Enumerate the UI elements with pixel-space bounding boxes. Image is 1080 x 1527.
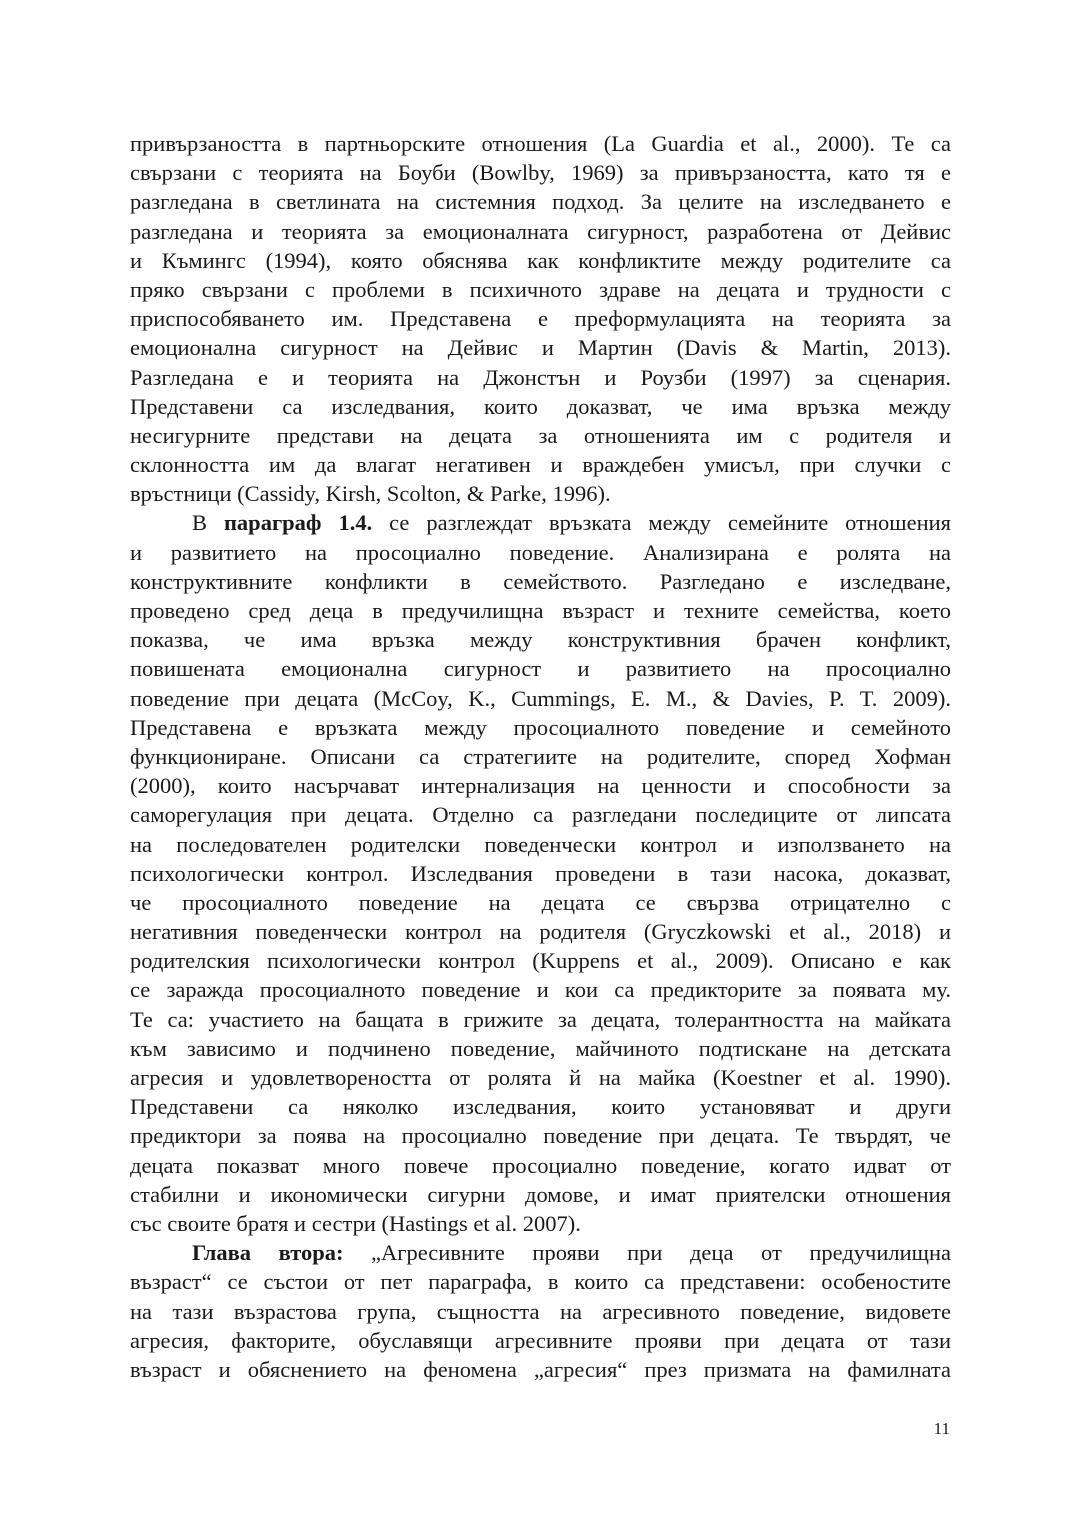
text-line: възраст“ се състои от пет параграфа, в които са представени: особеностите <box>130 1269 951 1295</box>
text-line: родителския психологически контрол (Kuppens et al., 2009). Описано е как <box>130 948 951 974</box>
text-line: разгледана и теорията за емоционалната сигурност, разработена от Дейвис <box>130 218 951 244</box>
text-line: Представени са изследвания, които доказват, че има връзка между <box>130 393 951 419</box>
paragraph-first-line <box>130 1238 951 1267</box>
text-line: към зависимо и подчинено поведение, майчиното подтискане на детската <box>130 1035 951 1061</box>
text-line: възраст и обяснението на феномена „агресия“ през призмата на фамилната <box>130 1356 951 1382</box>
text-line: предиктори за поява на просоциално поведение при децата. Те твърдят, че <box>130 1123 951 1149</box>
section-reference: параграф 1.4. <box>223 510 373 536</box>
paragraph-attachment-theories <box>130 129 951 508</box>
line-rest: се разглеждат връзката между семейните отношения <box>372 510 951 536</box>
text-line: саморегулация при децата. Отделно са разгледани последиците от липсата <box>130 802 951 828</box>
text-line: на тази възрастова група, същността на агресивното поведение, видовете <box>130 1298 951 1324</box>
text-line: Разгледана е и теорията на Джонстън и Роузби (1997) за сценария. <box>130 364 951 390</box>
page-number: 11 <box>933 1419 950 1438</box>
line-prefix: В <box>192 510 224 536</box>
text-line: проведено сред деца в предучилищна възраст и техните семейства, което <box>130 598 951 623</box>
text-line: пряко свързани с проблеми в психичното здраве на децата и трудности с <box>130 276 951 302</box>
text-line: на последователен родителски поведенчески контрол и използването на <box>130 831 951 857</box>
text-line: приспособяването им. Представена е преформулацията на теорията за <box>130 306 951 332</box>
text-line: показва, че има връзка между конструктивния брачен конфликт, <box>130 627 951 653</box>
text-line: Те са: участието на бащата в грижите за децата, толерантността на майката <box>130 1006 951 1032</box>
text-line: Представени са няколко изследвания, които установяват и други <box>130 1094 951 1120</box>
text-line: агресия и удовлетвореността от ролята й на майка (Koestner et al. 1990). <box>130 1065 951 1090</box>
text-line: психологически контрол. Изследвания проведени в тази насока, доказват, <box>130 860 951 886</box>
text-line: и развитието на просоциално поведение. Анализирана е ролята на <box>130 539 951 565</box>
text-line: привързаността в партньорските отношения (La Guardia et al., 2000). Те са <box>130 131 951 156</box>
text-line: децата показват много повече просоциално поведение, когато идват от <box>130 1152 951 1178</box>
chapter-reference: Глава втора: <box>192 1240 344 1266</box>
text-line: склонността им да влагат негативен и враждебен умисъл, при случки с <box>130 452 951 478</box>
text-line: повишената емоционална сигурност и развитието на просоциално <box>130 656 951 682</box>
paragraph-first-line <box>130 508 951 537</box>
text-line: конструктивните конфликти в семейството. Разгледано е изследване, <box>130 568 951 594</box>
line-rest: „Агресивните прояви при деца от предучилищна <box>343 1240 951 1266</box>
text-line: функциониране. Описани са стратегиите на родителите, според Хофман <box>130 743 951 769</box>
text-line: че просоциалното поведение на децата се свързва отрицателно с <box>130 889 951 915</box>
text-line: емоционална сигурност на Дейвис и Мартин (Davis & Martin, 2013). <box>130 335 951 361</box>
text-line: и Къмингс (1994), която обяснява как конфликтите между родителите са <box>130 247 951 273</box>
text-line: със своите братя и сестри (Hastings et al. 2007). <box>130 1210 581 1236</box>
text-line: Представена е връзката между просоциалното поведение и семейното <box>130 714 951 740</box>
paragraph-section-1-4 <box>130 508 951 1238</box>
body-text <box>130 129 951 1384</box>
text-line: агресия, факторите, обуславящи агресивните прояви при децата от тази <box>130 1327 951 1353</box>
text-line: негативния поведенчески контрол на родителя (Gryczkowski et al., 2018) и <box>130 919 951 945</box>
text-line: връстници (Cassidy, Kirsh, Scolton, & Parke, 1996). <box>130 481 611 507</box>
paragraph-chapter-two <box>130 1238 951 1384</box>
text-line: свързани с теорията на Боуби (Bowlby, 1969) за привързаността, като тя е <box>130 160 951 186</box>
text-line: се заражда просоциалното поведение и кои са предикторите за появата му. <box>130 977 951 1003</box>
text-line: (2000), които насърчават интернализация на ценности и способности за <box>130 773 951 799</box>
text-line: несигурните представи на децата за отношенията им с родителя и <box>130 422 951 448</box>
text-line: разгледана в светлината на системния подход. За целите на изследването е <box>130 189 951 215</box>
text-line: поведение при децата (McCoy, K., Cummings, E. M., & Davies, P. T. 2009). <box>130 685 951 711</box>
text-line: стабилни и икономически сигурни домове, и имат приятелски отношения <box>130 1181 951 1207</box>
